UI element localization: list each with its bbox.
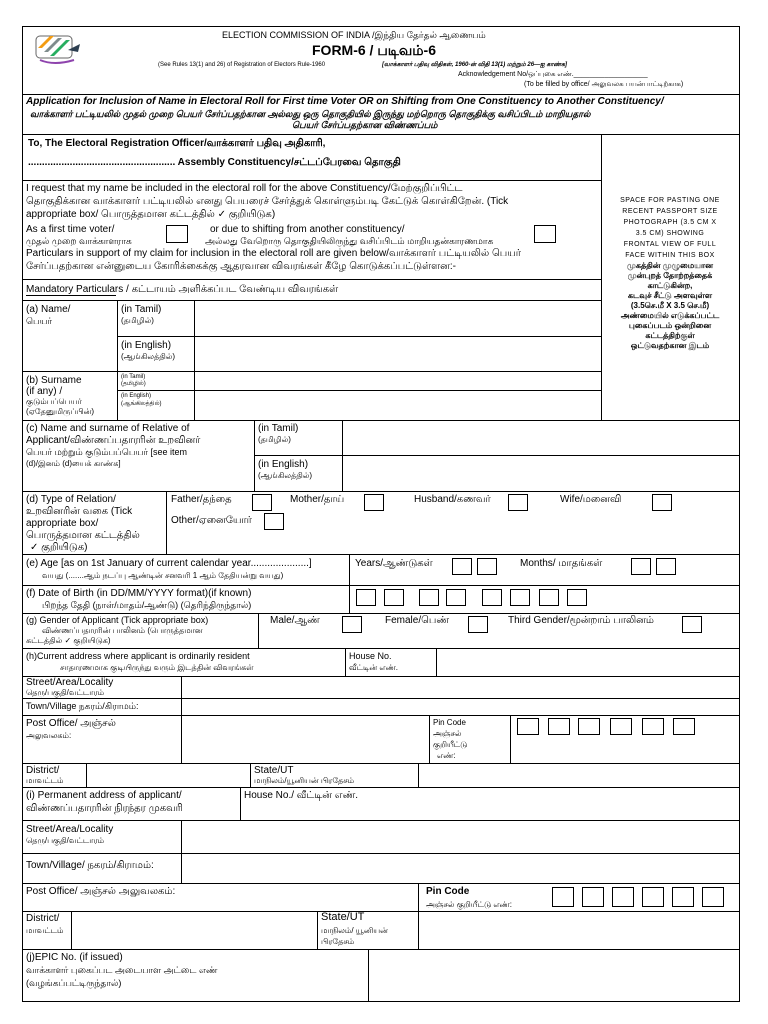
dob-label: (f) Date of Birth (in DD/MM/YYYY format)(if known) (26, 588, 252, 599)
divider (22, 787, 739, 788)
current-post-label: Post Office/ அஞ்சல் (26, 718, 116, 729)
divider (22, 491, 739, 492)
surname-english-label-ta: (ஆங்கிலத்தில்) (121, 401, 162, 407)
eci-logo (30, 30, 86, 68)
divider (22, 300, 602, 301)
divider (22, 420, 739, 421)
surname-label: (b) Surname (26, 375, 82, 386)
relative-label: (c) Name and surname of Relative of (26, 423, 190, 434)
current-house-label-tamil: வீட்டின் எண். (349, 663, 399, 672)
divider (22, 853, 739, 854)
divider (22, 698, 739, 699)
photo-line: SPACE FOR PASTING ONE (620, 197, 720, 204)
photo-line: RECENT PASSPORT SIZE (622, 208, 718, 215)
permanent-state-label-tamil-2: பிரதேசம் (321, 937, 355, 946)
rules-reference-tamil: [வாக்காளர் பதிவு விதிகள், 1960-ன் விதி 13(1) மற்றும் 26—ஐ காண்க] (382, 62, 567, 68)
relation-husband-label: Husband/கணவர் (414, 494, 491, 505)
grid-line (181, 698, 182, 715)
name-tamil-label-ta: (தமிழில்) (121, 316, 154, 325)
age-months-digit-2[interactable] (656, 558, 676, 575)
photo-line: FRONTAL VIEW OF FULL (623, 241, 717, 248)
current-pin-label-tamil-2: குறியீட்டு (433, 740, 468, 749)
first-time-voter-label: As a first time voter/ (26, 224, 115, 235)
gender-male-label: Male/ஆண் (270, 615, 320, 626)
divider (22, 134, 739, 135)
grid-line (181, 820, 182, 853)
current-pin-digit-4[interactable] (610, 718, 632, 735)
photo-line-tamil: கட்டத்திற்குள் (645, 331, 695, 340)
office-use-note: (To be filled by office/ அலுவலக பயன்பாட்டிற்காக) (524, 81, 684, 88)
to-officer: To, The Electoral Registration Officer/வாக்காளர் பதிவு அதிகாரி, (28, 138, 326, 149)
age-label-tamil: வயது (.......ஆம் நடப்பு ஆண்டின் சனவரி 1 ஆம் தேதியன்று வயது) (42, 571, 284, 580)
relation-label: (d) Type of Relation/ (26, 494, 116, 505)
photo-line-tamil: கடவுச் சீட்டு அளவுள்ள (627, 291, 713, 300)
relation-label-3: appropriate box/ (26, 518, 99, 529)
dob-year-digit-1[interactable] (482, 589, 502, 606)
current-pin-digit-5[interactable] (642, 718, 664, 735)
relation-wife-label: Wife/மனைவி (560, 494, 622, 505)
shifting-label: or due to shifting from another constituency/ (210, 224, 405, 235)
divider (22, 648, 739, 649)
relative-tamil-label: (in Tamil) (258, 423, 299, 434)
name-label-tamil: பெயர் (26, 316, 53, 326)
divider (22, 911, 739, 912)
current-pin-digit-3[interactable] (578, 718, 600, 735)
current-street-field[interactable] (183, 678, 736, 696)
eci-logo-icon (30, 30, 86, 68)
permanent-street-label: Street/Area/Locality (26, 824, 114, 835)
divider (22, 371, 602, 372)
dob-day-digit-2[interactable] (384, 589, 404, 606)
permanent-street-field[interactable] (183, 822, 736, 851)
grid-line (181, 715, 182, 763)
age-years-digit-1[interactable] (452, 558, 472, 575)
dob-year-digit-3[interactable] (539, 589, 559, 606)
permanent-state-field[interactable] (420, 913, 736, 947)
permanent-address-label-tamil: விண்ணப்பதாரரின் நிரந்தர முகவரி (26, 803, 183, 814)
current-pin-label-tamil-3: எண்: (437, 751, 456, 760)
grid-line (317, 911, 318, 949)
commission-title: ELECTION COMMISSION OF INDIA /இந்திய தேர்தல் ஆணையம் (222, 30, 486, 40)
permanent-state-label-tamil: மாநிலம்/ யூனியன் (321, 926, 388, 935)
current-state-label: State/UT (254, 765, 294, 776)
rules-reference: (See Rules 13(1) and 26) of Registration of Electors Rule-1960 (158, 62, 326, 68)
dob-label-tamil: பிறந்த தேதி (நாள்/மாதம்/ஆண்டு) (தெரிந்திருந்தால்) (42, 600, 252, 610)
grid-line (349, 585, 350, 613)
application-title: Application for Inclusion of Name in Electoral Roll for First time Voter OR on Shifting from One Constituency to Another Constituency/ (26, 96, 664, 107)
permanent-house-field[interactable] (244, 803, 736, 818)
photo-line: FACE WITHIN THIS BOX (625, 252, 715, 259)
divider (22, 883, 739, 884)
photo-instructions (602, 195, 738, 351)
current-pin-digit-1[interactable] (517, 718, 539, 735)
current-address-label-tamil: சாதாரணமாக குடியிருந்து வரும் இடத்தின் விவரங்கள் (60, 663, 254, 672)
photo-line-tamil: முகத்தின் முழுமையான (627, 261, 713, 270)
gender-label-tamil: விண்ணப்பதாரரின் பாலினம் (பொருத்தமான (42, 626, 203, 635)
acknowledgement-number: Acknowledgement No/ஒப்புகை எண்.___________________ (458, 71, 648, 78)
epic-number-field[interactable] (370, 951, 736, 999)
grid-line (345, 648, 346, 676)
permanent-district-field[interactable] (73, 913, 315, 947)
divider (22, 820, 739, 821)
grid-line (418, 883, 419, 911)
grid-line (240, 787, 241, 820)
permanent-post-field[interactable] (230, 885, 416, 909)
relation-label-2: உறவினரின் வகை (Tick (26, 506, 133, 517)
relative-tamil-label-ta: (தமிழில்) (258, 435, 291, 444)
permanent-pin-digit-2[interactable] (582, 887, 604, 907)
relative-label-2: Applicant/விண்ணப்பதாரரின் உறவினர் (26, 435, 201, 446)
dob-month-digit-1[interactable] (419, 589, 439, 606)
surname-label-tamil: குடும்பப்பெயர் (26, 397, 82, 406)
permanent-address-label: (i) Permanent address of applicant/ (26, 790, 182, 801)
current-post-label-tamil: அலுவலகம்: (26, 731, 72, 740)
photo-line: 3.5 CM) SHOWING (635, 230, 705, 237)
permanent-street-label-tamil: தெரு/பகுதி/வட்டாரம் (26, 836, 105, 845)
permanent-pin-digit-4[interactable] (642, 887, 664, 907)
relation-father-checkbox[interactable] (252, 494, 272, 511)
photo-line-tamil: ஒட்டுவதற்கான இடம் (630, 341, 710, 350)
grid-line (181, 676, 182, 698)
gender-female-checkbox[interactable] (468, 616, 488, 633)
grid-line (181, 853, 182, 883)
application-title-tamil: வாக்காளர் பட்டியலில் முதல் முறை பெயர் சேர்ப்பதற்கான அல்லது ஒரு தொகுதியில் இருந்து மற்றொரு தொகுதிக்கு வசிப்பிடம் மாறியதால் (30, 109, 591, 119)
relation-father-label: Father/தந்தை (171, 494, 232, 505)
photo-line-tamil: அண்மையில் எடுக்கப்பட்ட (620, 311, 720, 320)
current-town-label: Town/Village நகரம்/கிராமம்: (26, 701, 139, 711)
first-time-voter-checkbox[interactable] (166, 225, 188, 243)
grid-line (436, 648, 437, 676)
relation-husband-checkbox[interactable] (508, 494, 528, 511)
current-pin-label: Pin Code (433, 718, 466, 727)
permanent-district-label-tamil: மாவட்டம் (26, 926, 64, 935)
age-label: (e) Age [as on 1st January of current calendar year.....................] (26, 558, 312, 569)
current-house-field[interactable] (438, 650, 736, 674)
grid-line (418, 763, 419, 787)
request-tick-note: appropriate box/ பொருத்தமான கட்டத்தில் ✓ குறியிடுக) (26, 209, 276, 220)
relative-label-4: (d)/இனம் (d)யைக் காண்க] (26, 459, 121, 468)
current-district-label-tamil: மாவட்டம் (26, 776, 64, 785)
age-years-digit-2[interactable] (477, 558, 497, 575)
divider (22, 94, 739, 95)
grid-line (117, 390, 602, 391)
epic-label-tamil-2: (வழங்கப்பட்டிருந்தால்) (26, 978, 122, 988)
dob-year-digit-4[interactable] (567, 589, 587, 606)
current-pin-digit-6[interactable] (673, 718, 695, 735)
mandatory-underline (26, 295, 116, 296)
grid-line (429, 715, 430, 763)
relative-english-label: (in English) (258, 459, 309, 470)
grid-line (166, 491, 167, 554)
name-english-field[interactable] (196, 338, 598, 370)
surname-tamil-field[interactable] (196, 373, 598, 389)
surname-label-tamil-2: (ஏதேனுமிருப்பின்) (26, 407, 95, 416)
permanent-pin-digit-5[interactable] (672, 887, 694, 907)
grid-line (418, 911, 419, 949)
grid-line (368, 949, 369, 1001)
surname-label-2: (if any) / (26, 386, 63, 397)
current-town-field[interactable] (183, 700, 736, 713)
dob-day-digit-1[interactable] (356, 589, 376, 606)
photo-line-tamil: காட்டுகின்ற, (647, 281, 693, 290)
permanent-pin-label-tamil: அஞ்சல் குறியீட்டு எண்: (426, 900, 512, 909)
grid-line (117, 300, 118, 420)
current-street-label: Street/Area/Locality (26, 677, 114, 688)
grid-line (250, 763, 251, 787)
current-house-label: House No. (349, 651, 392, 661)
gender-third-checkbox[interactable] (682, 616, 702, 633)
relative-label-3: பெயர் மற்றும் குடும்பப்பெயர் [see item (26, 447, 188, 457)
divider (22, 715, 739, 716)
request-text-tamil: தொகுதிக்கான வாக்காளர் பட்டியலில் எனது பெயரைச் சேர்த்துக் கொள்ளும்படி கேட்டுக் கொள்கிறேன். (Tick (26, 196, 509, 207)
name-tamil-field[interactable] (196, 302, 598, 334)
particulars-text: Particulars in support of my claim for inclusion in the electoral roll are given below/வாக்காளர் பட்டியலில் பெயர் (26, 248, 521, 259)
gender-label-tamil-2: கட்டத்தில் ✓ குறியிடுக) (26, 636, 111, 645)
grid-line (258, 613, 259, 648)
permanent-pin-digit-6[interactable] (702, 887, 724, 907)
assembly-constituency: ..................................................... Assembly Constituency/சட்டப்பேரவை தொகுதி (28, 157, 401, 168)
surname-english-label: (in English) (121, 393, 152, 399)
current-district-field[interactable] (88, 765, 248, 785)
relation-other-checkbox[interactable] (264, 513, 284, 530)
current-state-field[interactable] (420, 765, 736, 785)
dob-month-digit-2[interactable] (446, 589, 466, 606)
grid-line (194, 300, 195, 420)
photo-line-tamil: புகைப்படம் ஒன்றினை (628, 321, 712, 330)
grid-line (349, 554, 350, 585)
current-state-label-tamil: மாநிலம்/யூனியன் பிரதேசம் (254, 776, 355, 785)
divider (22, 585, 739, 586)
relation-label-5: ✓ குறியிடுக) (30, 542, 88, 553)
age-years-label: Years/ஆண்டுகள் (355, 558, 433, 569)
name-tamil-label: (in Tamil) (121, 304, 162, 315)
name-label: (a) Name/ (26, 304, 71, 315)
gender-male-checkbox[interactable] (342, 616, 362, 633)
relative-tamil-field[interactable] (344, 422, 736, 453)
form-title: FORM-6 / படிவம்-6 (312, 42, 437, 58)
name-english-label-ta: (ஆங்கிலத்தில்) (121, 352, 176, 361)
relative-english-label-ta: (ஆங்கிலத்தில்) (258, 471, 313, 480)
grid-line (117, 336, 602, 337)
surname-tamil-label: (in Tamil) (121, 374, 146, 380)
particulars-text-tamil: சேர்ப்பதற்கான என்னுடைய கோரிக்கைக்கு ஆதரவான விவரங்கள் கீழே கொடுக்கப்பட்டுள்ளன:- (26, 261, 456, 272)
current-post-field[interactable] (183, 717, 427, 761)
permanent-post-label: Post Office/ அஞ்சல் அலுவலகம்: (26, 886, 176, 897)
photo-line-tamil: (3.5செ.மீ X 3.5 செ.மீ) (630, 301, 710, 310)
application-title-tamil-2: பெயர் சேர்ப்பதற்கான விண்ணப்பம் (292, 120, 438, 130)
shifting-checkbox[interactable] (534, 225, 556, 243)
relative-english-field[interactable] (344, 457, 736, 489)
relation-wife-checkbox[interactable] (652, 494, 672, 511)
grid-line (86, 763, 87, 787)
current-street-label-tamil: தெரு/பகுதி/வட்டாரம் (26, 688, 105, 697)
permanent-pin-digit-1[interactable] (552, 887, 574, 907)
permanent-district-label: District/ (26, 913, 60, 924)
first-time-voter-label-tamil: முதல் முறை வாக்காளராக (26, 236, 132, 246)
gender-label: (g) Gender of Applicant (Tick appropriate box) (26, 615, 209, 625)
divider (22, 180, 602, 181)
divider (22, 949, 739, 950)
epic-label-tamil: வாக்காளர் புகைப்பட அடையாள அட்டை எண் (26, 965, 218, 975)
mandatory-heading: Mandatory Particulars / கட்டாயம் அளிக்கப்பட வேண்டிய விவரங்கள் (26, 284, 339, 295)
divider (22, 279, 602, 280)
request-text: I request that my name be included in the electoral roll for the above Constituency/மேற்குறிப்பிட்ட (26, 183, 463, 194)
gender-third-label: Third Gender/மூன்றாம் பாலினம் (508, 615, 654, 626)
surname-tamil-label-ta: (தமிழில்) (121, 381, 146, 387)
permanent-town-label: Town/Village/ நகரம்/கிராமம்: (26, 860, 154, 871)
shifting-label-tamil: அல்லது வேறொரு தொகுதியிலிருந்து வசிப்பிடம் மாறியதன்காரணமாக (205, 236, 494, 246)
permanent-house-label: House No./ வீட்டின் எண். (244, 790, 359, 801)
age-months-label: Months/ மாதங்கள் (520, 558, 603, 569)
photo-line: PHOTOGRAPH (3.5 CM X (623, 219, 717, 226)
dob-year-digit-2[interactable] (510, 589, 530, 606)
grid-line (71, 911, 72, 949)
divider (22, 763, 739, 764)
epic-label: (j)EPIC No. (if issued) (26, 952, 123, 963)
relation-other-label: Other/ஏனையோர் (171, 515, 252, 526)
divider (22, 676, 739, 677)
surname-english-field[interactable] (196, 392, 598, 418)
current-address-label: (h)Current address where applicant is ordinarily resident (26, 651, 250, 661)
permanent-state-label: State/UT (321, 911, 365, 923)
current-pin-digit-2[interactable] (548, 718, 570, 735)
permanent-pin-label: Pin Code (426, 886, 470, 897)
grid-line (510, 715, 511, 763)
current-pin-label-tamil: அஞ்சல் (433, 729, 462, 738)
divider (22, 613, 739, 614)
current-district-label: District/ (26, 765, 60, 776)
relation-label-4: பொருத்தமான கட்டத்தில் (26, 530, 140, 541)
permanent-town-field[interactable] (183, 855, 736, 881)
grid-line (254, 455, 739, 456)
photo-line-tamil: முன்புறத் தோற்றத்தைக் (627, 271, 713, 280)
relation-mother-label: Mother/தாய் (290, 494, 345, 505)
relation-mother-checkbox[interactable] (364, 494, 384, 511)
name-english-label: (in English) (121, 340, 172, 351)
age-months-digit-1[interactable] (631, 558, 651, 575)
divider (22, 554, 739, 555)
permanent-pin-digit-3[interactable] (612, 887, 634, 907)
gender-female-label: Female/பெண் (385, 615, 450, 626)
